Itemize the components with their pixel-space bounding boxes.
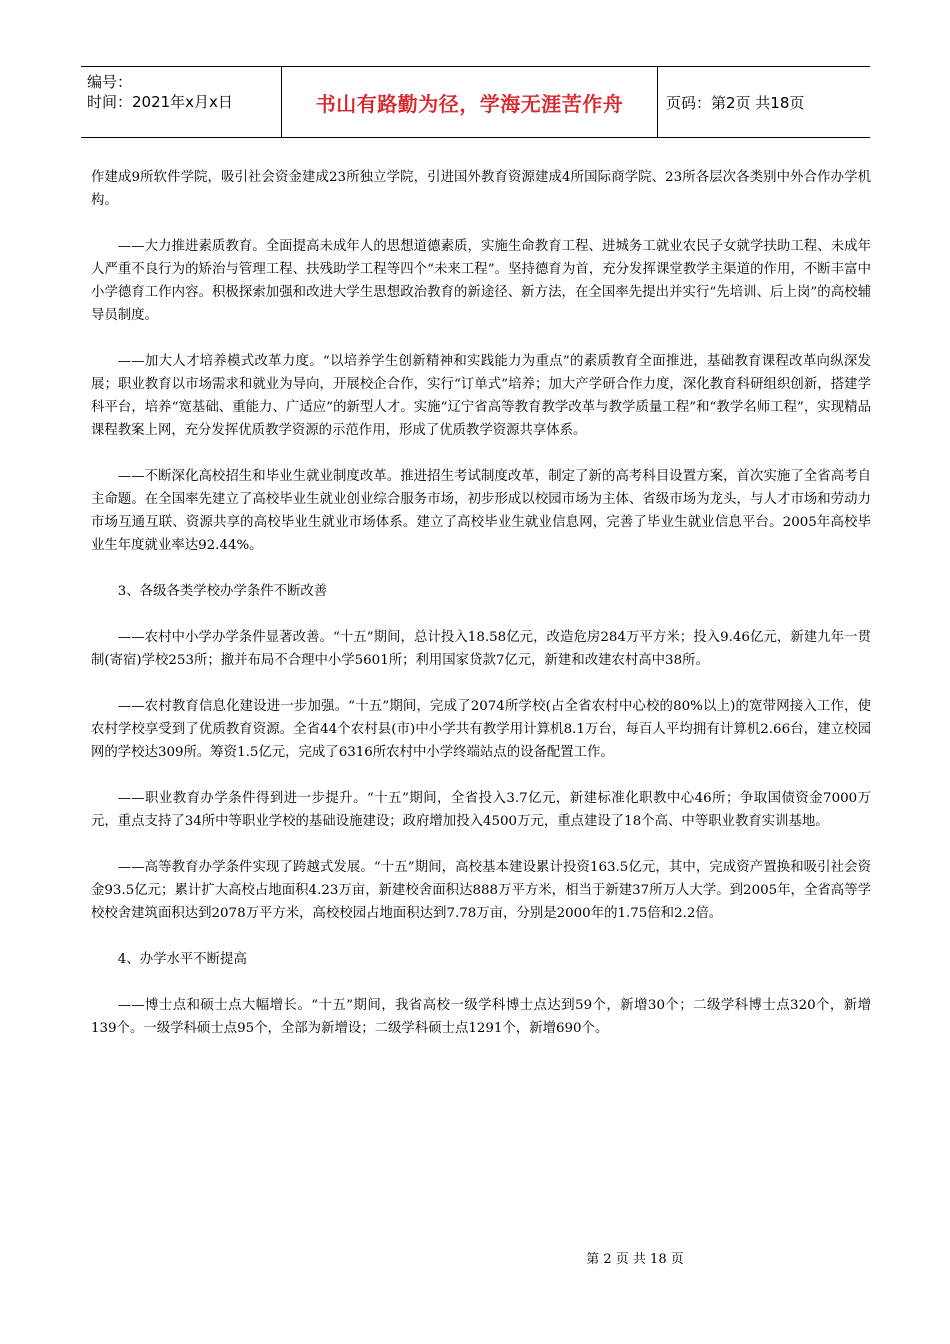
paragraph: 作建成9所软件学院，吸引社会资金建成23所独立学院，引进国外教育资源建成4所国际商学院、23所各层次各类别中外合作办学机构。 — [91, 170, 871, 208]
paragraph: ——博士点和硕士点大幅增长。“十五”期间，我省高校一级学科博士点达到59个，新增30个；二级学科博士点320个，新增139个。一级学科硕士点95个，全部为新增设；二级学科硕士点1291个，新增690个。 — [91, 998, 871, 1036]
page-header — [81, 66, 870, 138]
paragraph: ——职业教育办学条件得到进一步提升。“十五”期间，全省投入3.7亿元，新建标准化职教中心46所；争取国债资金7000万元，重点支持了34所中等职业学校的基础设施建设；政府增加投入4500万元，重点建设了18个高、中等职业教育实训基地。 — [91, 791, 871, 829]
section-heading: 3、各级各类学校办学条件不断改善 — [117, 584, 328, 599]
paragraph: ——农村教育信息化建设进一步加强。“十五”期间，完成了2074所学校(占全省农村中心校的80%以上)的宽带网接入工作，使农村学校享受到了优质教育资源。全省44个农村县(市)中小学共有教学用计算机8.1万台，每百人平均拥有计算机2.66台，建立校园网的学校达309所。筹资1.5亿元，完成了6316所农村中小学终端站点的设备配置工作。 — [91, 699, 871, 760]
document-body — [91, 166, 871, 1063]
paragraph: ——不断深化高校招生和毕业生就业制度改革。推进招生考试制度改革，制定了新的高考科目设置方案，首次实施了全省高考自主命题。在全国率先建立了高校毕业生就业创业综合服务市场，初步形成以校园市场为主体、省级市场为龙头，与人才市场和劳动力市场互通互联、资源共享的高校毕业生就业市场体系。建立了高校毕业生就业信息网，完善了毕业生就业信息平台。2005年高校毕业生年度就业率达92.44%。 — [91, 469, 871, 553]
header-meta — [81, 67, 282, 137]
header-motto: 书山有路勤为径，学海无涯苦作舟 — [282, 67, 658, 137]
document-number-label: 编号： — [87, 73, 133, 91]
document-date-label: 时间：2021年x月x日 — [87, 93, 233, 111]
section-heading: 4、办学水平不断提高 — [117, 952, 247, 967]
paragraph: ——高等教育办学条件实现了跨越式发展。“十五”期间，高校基本建设累计投资163.5亿元，其中，完成资产置换和吸引社会资金93.5亿元；累计扩大高校占地面积4.23万亩，新建校舍面积达888万平方米，相当于新建37所万人大学。到2005年，全省高等学校校舍建筑面积达到2078万平方米，高校校园占地面积达到7.78万亩，分别是2000年的1.75倍和2.2倍。 — [91, 860, 871, 921]
paragraph: ——大力推进素质教育。全面提高未成年人的思想道德素质，实施生命教育工程、进城务工就业农民子女就学扶助工程、未成年人严重不良行为的矫治与管理工程、扶残助学工程等四个“未来工程”。坚持德育为首，充分发挥课堂教学主渠道的作用，不断丰富中小学德育工作内容。积极探索加强和改进大学生思想政治教育的新途径、新方法，在全国率先提出并实行“先培训、后上岗”的高校辅导员制度。 — [91, 239, 871, 323]
paragraph: ——农村中小学办学条件显著改善。“十五”期间，总计投入18.58亿元，改造危房284万平方米；投入9.46亿元，新建九年一贯制(寄宿)学校253所；撤并布局不合理中小学5601所；利用国家贷款7亿元，新建和改建农村高中38所。 — [91, 630, 871, 668]
page-footer: 第 2 页 共 18 页 — [586, 1252, 684, 1267]
header-page-number: 页码：第2页 共18页 — [666, 93, 805, 112]
paragraph: ——加大人才培养模式改革力度。“以培养学生创新精神和实践能力为重点”的素质教育全面推进，基础教育课程改革向纵深发展；职业教育以市场需求和就业为导向，开展校企合作，实行“订单式”培养；加大产学研合作力度，深化教育科研组织创新，搭建学科平台，培养“宽基础、重能力、广适应”的新型人才。实施“辽宁省高等教育教学改革与教学质量工程”和“教学名师工程”，实现精品课程教案上网，充分发挥优质教学资源的示范作用，形成了优质教学资源共享体系。 — [91, 354, 871, 438]
